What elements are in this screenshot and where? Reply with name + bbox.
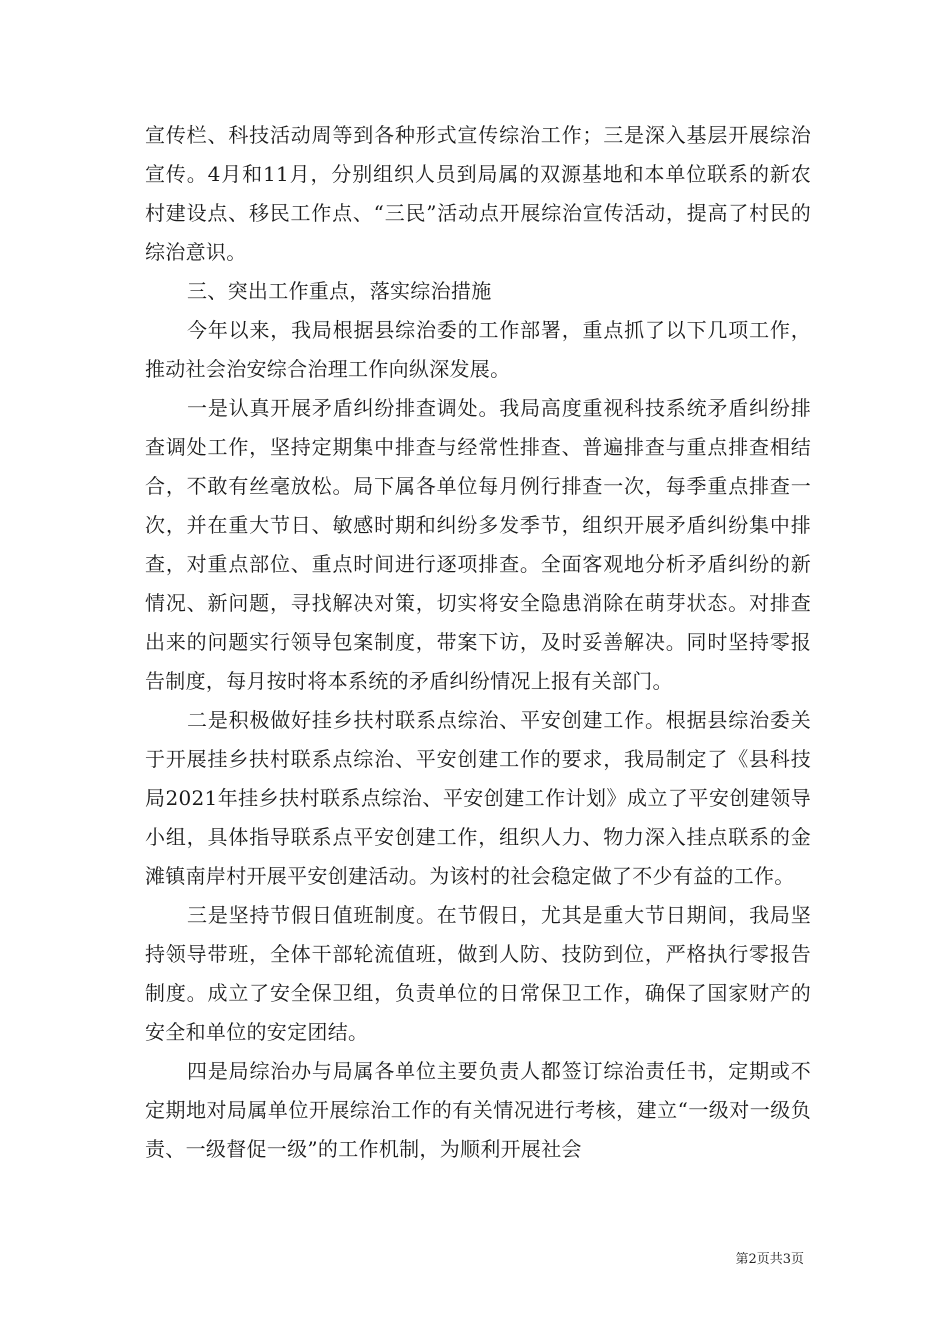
document-body bbox=[145, 116, 811, 1169]
paragraph: 一是认真开展矛盾纠纷排查调处。我局高度重视科技系统矛盾纠纷排查调处工作，坚持定期集中排查与经常性排查、普遍排查与重点排查相结合，不敢有丝毫放松。局下属各单位每月例行排查一次，每季重点排查一次，并在重大节日、敏感时期和纠纷多发季节，组织开展矛盾纠纷集中排查，对重点部位、重点时间进行逐项排查。全面客观地分析矛盾纠纷的新情况、新问题，寻找解决对策，切实将安全隐患消除在萌芽状态。对排查出来的问题实行领导包案制度，带案下访，及时妥善解决。同时坚持零报告制度，每月按时将本系统的矛盾纠纷情况上报有关部门。 bbox=[145, 396, 811, 693]
paragraph: 四是局综治办与局属各单位主要负责人都签订综治责任书，定期或不定期地对局属单位开展综治工作的有关情况进行考核，建立“一级对一级负责、一级督促一级”的工作机制，为顺利开展社会 bbox=[145, 1059, 811, 1161]
paragraph: 今年以来，我局根据县综治委的工作部署，重点抓了以下几项工作，推动社会治安综合治理工作向纵深发展。 bbox=[145, 318, 811, 381]
paragraph: 二是积极做好挂乡扶村联系点综治、平安创建工作。根据县综治委关于开展挂乡扶村联系点综治、平安创建工作的要求，我局制定了《县科技局2021年挂乡扶村联系点综治、平安创建工作计划》成立了平安创建领导小组，具体指导联系点平安创建工作，组织人力、物力深入挂点联系的金滩镇南岸村开展平安创建活动。为该村的社会稳定做了不少有益的工作。 bbox=[145, 708, 811, 888]
page-number: 第2页共3页 bbox=[735, 1252, 804, 1267]
paragraph: 三是坚持节假日值班制度。在节假日，尤其是重大节日期间，我局坚持领导带班，全体干部轮流值班，做到人防、技防到位，严格执行零报告制度。成立了安全保卫组，负责单位的日常保卫工作，确保了国家财产的安全和单位的安定团结。 bbox=[145, 903, 811, 1044]
paragraph: 宣传栏、科技活动周等到各种形式宣传综治工作；三是深入基层开展综治宣传。4月和11月，分别组织人员到局属的双源基地和本单位联系的新农村建设点、移民工作点、“三民”活动点开展综治宣传活动，提高了村民的综治意识。 bbox=[145, 123, 811, 264]
section-heading: 三、突出工作重点，落实综治措施 bbox=[187, 279, 492, 303]
